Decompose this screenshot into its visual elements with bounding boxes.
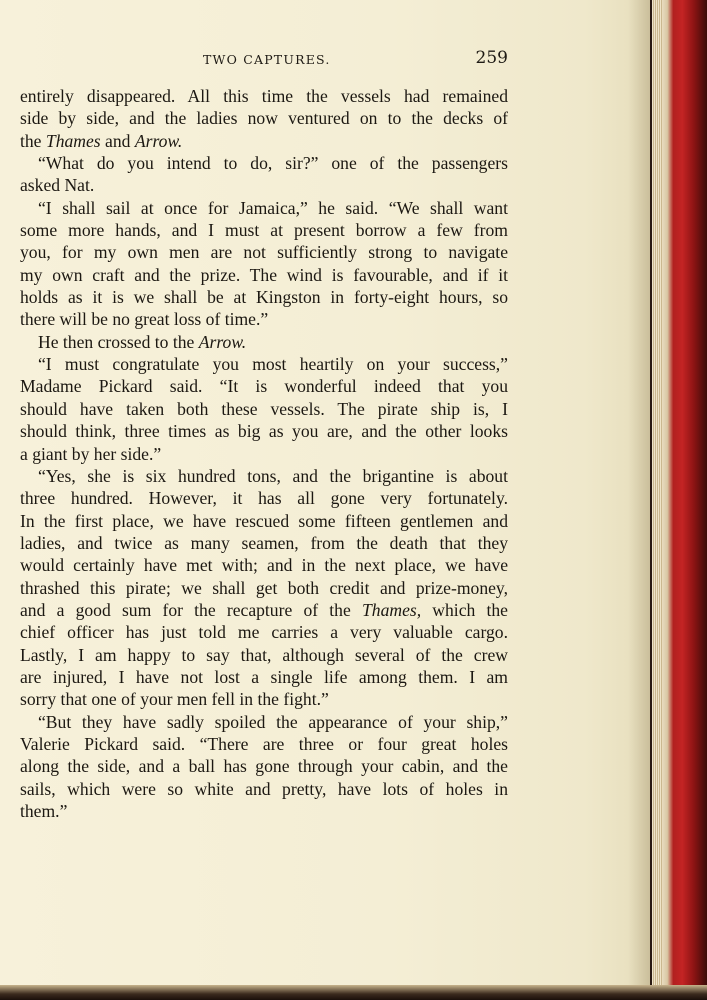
text-segment: and a good sum for the recapture of the — [20, 599, 362, 620]
text-line: holds as it is we shall be at Kingston in forty-eight hours, so — [20, 287, 508, 308]
text-line: thrashed this pirate; we shall get both credit and prize-money, — [20, 577, 508, 598]
text-line: “Yes, she is six hundred tons, and the brigantine is about — [38, 465, 508, 486]
book-bottom-edge — [0, 985, 707, 1000]
text-segment: which the — [421, 599, 508, 620]
italic-text: Thames, — [361, 599, 422, 620]
italic-text: Thames — [45, 130, 101, 151]
text-line: “But they have sadly spoiled the appearance of your ship,” — [38, 711, 508, 732]
text-line: sails, which were so white and pretty, have lots of holes in — [20, 778, 508, 799]
text-line: them.” — [20, 801, 68, 821]
text-segment: the — [20, 130, 46, 151]
page-header — [20, 48, 508, 72]
text-line: there will be no great loss of time.” — [20, 309, 269, 330]
text-line: along the side, and a ball has gone through your cabin, and the — [20, 756, 508, 777]
body-text — [20, 85, 508, 822]
text-line: some more hands, and I must at present borrow a few from — [20, 220, 508, 241]
italic-text: Arrow. — [134, 130, 183, 151]
text-line: asked Nat. — [20, 175, 95, 196]
page-number: 259 — [475, 48, 508, 68]
italic-text: Arrow. — [198, 331, 247, 352]
text-line: entirely disappeared. All this time the vessels had remained — [20, 86, 508, 106]
page-edges — [652, 0, 662, 985]
text-segment: and — [100, 130, 135, 151]
text-line: chief officer has just told me carries a very valuable cargo. — [20, 622, 508, 643]
text-line — [20, 130, 508, 152]
text-line: are injured, I have not lost a single life among them. I am — [20, 666, 508, 687]
text-line: In the first place, we have rescued some fifteen gentlemen and — [20, 510, 508, 531]
text-line: “I must congratulate you most heartily on your success,” — [38, 354, 508, 375]
text-line: should think, three times as big as you are, and the other looks — [20, 421, 508, 442]
text-segment: He then crossed to the — [38, 331, 199, 352]
text-line: “What do you intend to do, sir?” one of the passengers — [38, 153, 508, 174]
text-line: a giant by her side.” — [20, 443, 162, 464]
text-line: my own craft and the prize. The wind is favourable, and if it — [20, 264, 508, 285]
page-gutter-shadow — [628, 0, 650, 985]
text-line: Lastly, I am happy to say that, although several of the crew — [20, 644, 508, 665]
text-line: Valerie Pickard said. “There are three or four great holes — [20, 733, 508, 754]
text-line: would certainly have met with; and in the next place, we have — [20, 555, 508, 576]
text-line: Madame Pickard said. “It is wonderful indeed that you — [20, 376, 508, 397]
running-head: TWO CAPTURES. — [203, 52, 331, 67]
text-line — [20, 331, 508, 353]
text-line: “I shall sail at once for Jamaica,” he said. “We shall want — [38, 197, 508, 218]
text-line: ladies, and twice as many seamen, from the death that they — [20, 532, 508, 553]
text-line: side by side, and the ladies now ventured on to the decks of — [20, 108, 508, 129]
book-cover-edge — [662, 0, 707, 1000]
text-line: should have taken both these vessels. The pirate ship is, I — [20, 398, 508, 419]
text-line: three hundred. However, it has all gone very fortunately. — [20, 488, 508, 509]
text-line: you, for my own men are not sufficiently strong to navigate — [20, 242, 508, 263]
text-line: sorry that one of your men fell in the fight.” — [20, 689, 329, 710]
text-line — [20, 599, 508, 621]
